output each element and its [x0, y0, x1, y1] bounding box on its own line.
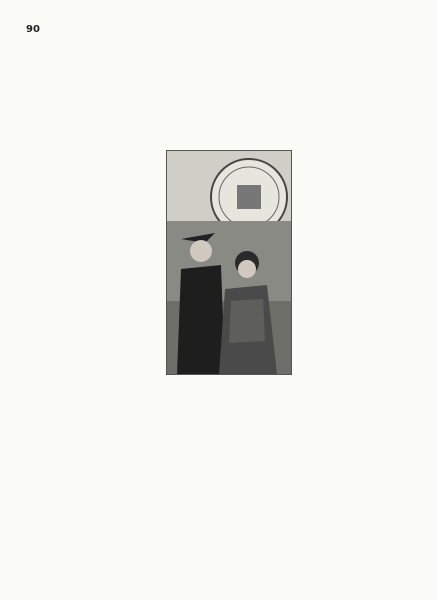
- page-number: 90: [26, 24, 40, 35]
- right-column: [296, 44, 414, 414]
- graduation-photo: [166, 150, 292, 375]
- graduation-photo-image: [167, 151, 291, 374]
- left-column: [26, 44, 150, 579]
- middle-column: [165, 44, 286, 142]
